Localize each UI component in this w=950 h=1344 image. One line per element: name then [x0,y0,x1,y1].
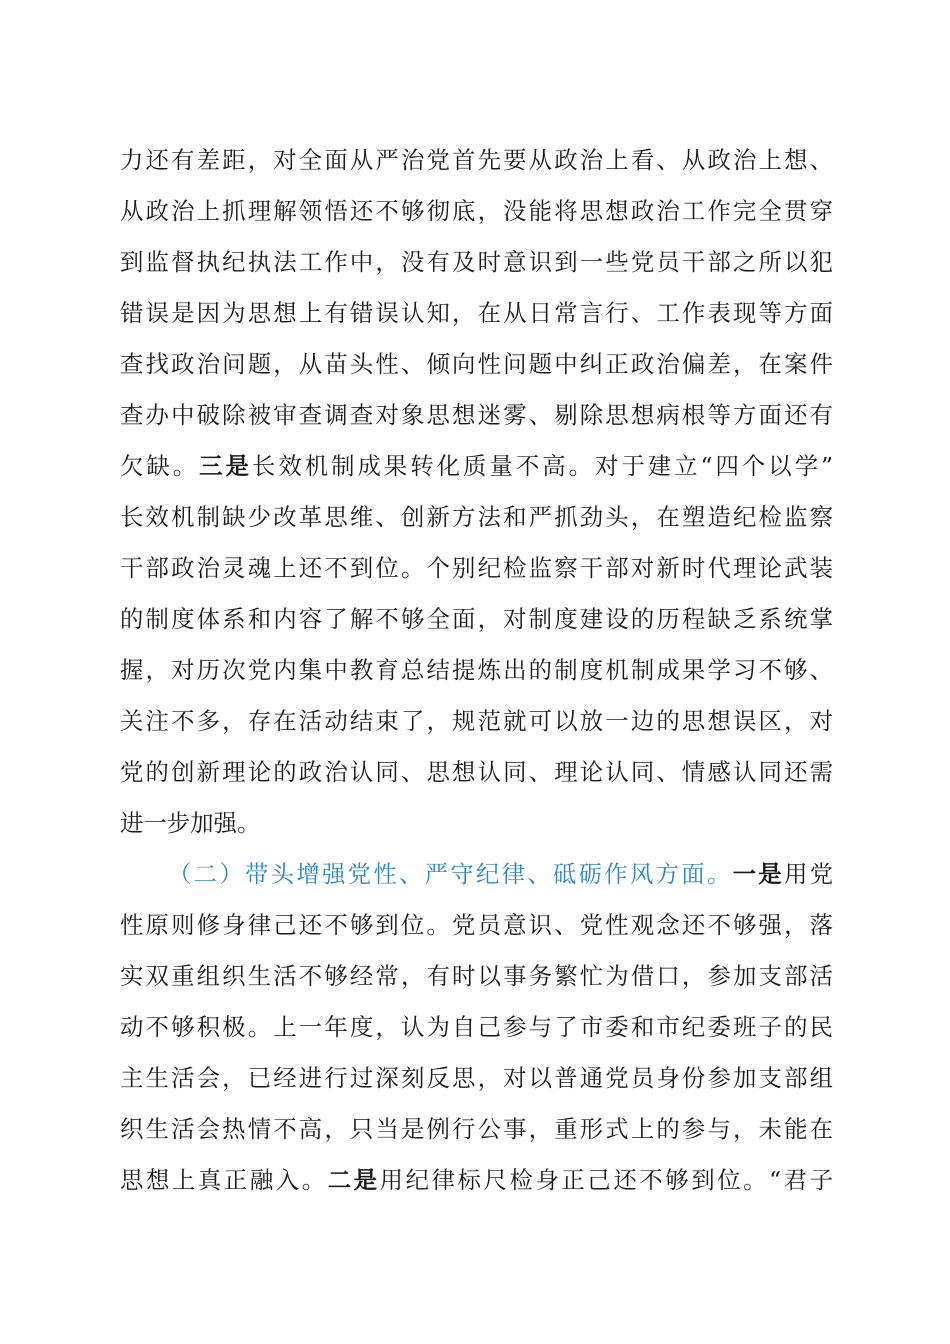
text-run: 用党 [783,860,833,888]
text-line: 干部政治灵魂上还不到位。个别纪检监察干部对新时代理论武装 [120,554,833,582]
text-line: 性原则修身律己还不够到位。党员意识、党性观念还不够强，落 [120,911,833,939]
section-heading: （二）带头增强党性、严守纪律、砥砺作风方面。 [168,860,733,888]
text-line: 力还有差距，对全面从严治党首先要从政治上看、从政治上想、 [120,146,833,174]
body-text [120,135,833,1206]
text-line: 织生活会热情不高，只当是例行公事，重形式上的参与，未能在 [120,1115,833,1143]
text-line: 到监督执纪执法工作中，没有及时意识到一些党员干部之所以犯 [120,248,833,276]
text-line: 实双重组织生活不够经常，有时以事务繁忙为借口，参加支部活 [120,962,833,990]
text-run: 用纪律标尺检身正己还不够到位。“君子 [379,1166,833,1194]
emphasis-one: 一是 [732,860,784,888]
text-line: 动不够积极。上一年度，认为自己参与了市委和市纪委班子的民 [120,1013,833,1041]
text-run: 欠缺。 [120,452,200,480]
text-line: 关注不多，存在活动结束了，规范就可以放一边的思想误区，对 [120,707,833,735]
text-line: 党的创新理论的政治认同、思想认同、理论认同、情感认同还需 [120,758,833,786]
text-line: 握，对历次党内集中教育总结提炼出的制度机制成果学习不够、 [120,656,833,684]
text-line: 查办中破除被审查调查对象思想迷雾、剔除思想病根等方面还有 [120,401,833,429]
text-line: 从政治上抓理解领悟还不够彻底，没能将思想政治工作完全贯穿 [120,197,833,225]
text-run: 思想上真正融入。 [120,1166,328,1194]
text-line: 查找政治问题，从苗头性、倾向性问题中纠正政治偏差，在案件 [120,350,833,378]
text-line [120,1155,833,1206]
emphasis-two: 二是 [327,1166,380,1194]
text-line: 错误是因为思想上有错误认知，在从日常言行、工作表现等方面 [120,299,833,327]
text-line: 主生活会，已经进行过深刻反思，对以普通党员身份参加支部组 [120,1064,833,1092]
text-line [120,441,833,492]
emphasis-three: 三是 [199,452,252,480]
text-line [120,849,833,900]
text-run: 长效机制成果转化质量不高。对于建立“四个以学” [251,452,833,480]
text-line: 长效机制缺少改革思维、创新方法和严抓劲头，在塑造纪检监察 [120,503,833,531]
text-line: 的制度体系和内容了解不够全面，对制度建设的历程缺乏系统掌 [120,605,833,633]
text-line: 进一步加强。 [120,809,261,837]
